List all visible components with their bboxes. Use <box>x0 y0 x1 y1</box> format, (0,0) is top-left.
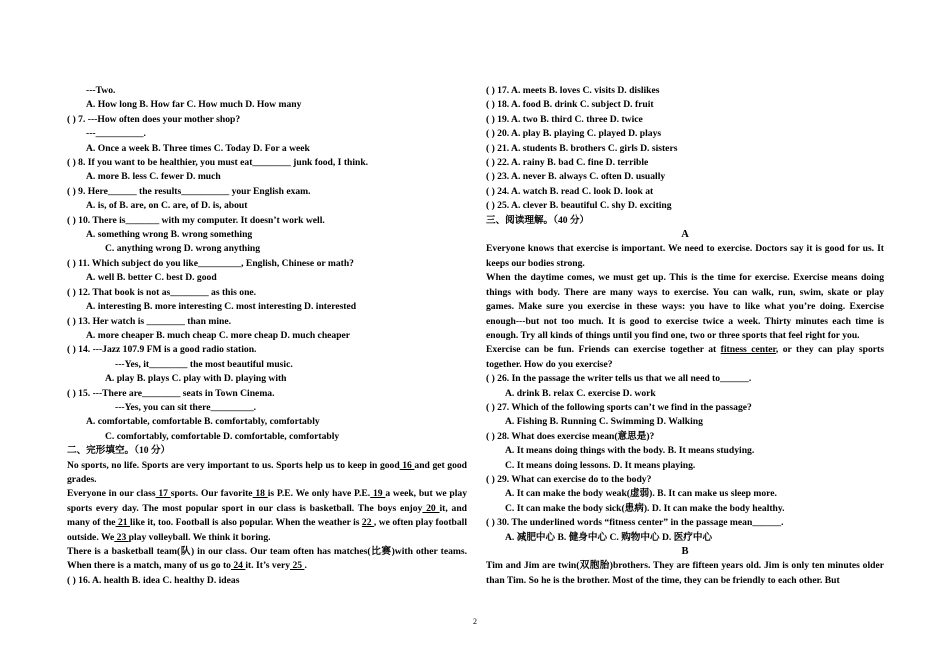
text-segment: like it, too. Football is also popular. When the weather is <box>129 517 362 529</box>
passage-paragraph <box>67 459 467 488</box>
blank-number: 22 <box>361 517 374 529</box>
left-line: C. anything wrong D. wrong anything <box>105 243 261 255</box>
right-line: ( ) 28. What does exercise mean(意思是)? <box>486 430 655 442</box>
left-line: A. How long B. How far C. How much D. How many <box>86 99 302 111</box>
left-line: 二、完形填空。（10 分） <box>67 445 171 457</box>
left-line: A. play B. plays C. play with D. playing with <box>105 373 287 385</box>
left-line: ( ) 8. If you want to be healthier, you must eat________ junk food, I think. <box>67 157 369 169</box>
text-segment: When the daytime comes, we must get up. This is the time for exercise. Exercise means doing things with body. There are many ways to exercise. You can walk, run, swim, skate or play games. Make sure you exercise in these ways: you have to like what you’re doing. Exercise enough---but not too much. It is good to exercise twice a week. Thirty minutes each time is enough. Try all kinds of things until you find one, two or three sports that feel right for you. <box>486 272 884 341</box>
text-segment: Everyone in our class <box>67 488 156 500</box>
left-line: ( ) 14. ---Jazz 107.9 FM is a good radio station. <box>67 344 257 356</box>
blank-number: 18 <box>252 488 268 500</box>
right-column <box>486 84 884 588</box>
left-line: ( ) 10. There is_______ with my computer. It doesn’t work well. <box>67 214 325 226</box>
section-heading: B <box>681 546 689 557</box>
blank-number: 25 <box>290 560 305 572</box>
blank-number: 23 <box>114 531 129 543</box>
right-line: ( ) 23. A. never B. always C. often D. usually <box>486 171 666 183</box>
left-line: A. comfortable, comfortable B. comfortably, comfortably <box>86 416 320 428</box>
right-line: A. It can make the body weak(虚弱). B. It can make us sleep more. <box>505 488 777 500</box>
right-line: C. It can make the body sick(患病). D. It can make the body healthy. <box>505 502 785 514</box>
blank-number: fitness center <box>720 344 776 356</box>
blank-number: 19 <box>370 488 386 500</box>
right-line: ( ) 19. A. two B. third C. three D. twice <box>486 113 643 125</box>
right-line: C. It means doing lessons. D. It means playing. <box>505 459 696 471</box>
text-segment: Everyone knows that exercise is important. We need to exercise. Doctors say it is good for us. It keeps our bodies strong. <box>486 243 884 269</box>
text-segment: No sports, no life. Sports are very important to us. Sports help us to keep in good <box>67 459 400 471</box>
text-segment: it, and many of the <box>67 502 467 529</box>
left-line: A. more B. less C. fewer D. much <box>86 171 221 183</box>
page-number: 2 <box>473 617 477 626</box>
section-heading: A <box>681 229 689 241</box>
text-segment: There is a basketball team(队) in our class. Our team often has matches(比赛)with other teams. When there is a match, many of us go to <box>67 546 467 572</box>
left-line: ---__________. <box>86 128 146 140</box>
right-line: ( ) 22. A. rainy B. bad C. fine D. terrible <box>486 157 649 169</box>
right-line: ( ) 29. What can exercise do to the body? <box>486 473 652 485</box>
right-line: A. It means doing things with the body. B. It means studying. <box>505 445 755 457</box>
left-line: ( ) 13. Her watch is ________ than mine. <box>67 315 231 327</box>
left-line: ( ) 11. Which subject do you like_________, English, Chinese or math? <box>67 257 354 269</box>
text-segment: it. It’s very <box>245 560 291 572</box>
right-line: 三、阅读理解。（40 分） <box>486 214 590 226</box>
left-column <box>67 84 467 588</box>
passage-paragraph <box>67 545 467 574</box>
text-segment: play volleyball. We think it boring. <box>128 531 271 543</box>
passage-paragraph <box>486 242 884 271</box>
text-segment: a week, but we play sports every day. The most popular sport in our class is basketball. The boys enjoy <box>67 488 468 514</box>
left-line: A. something wrong B. wrong something <box>86 229 253 241</box>
right-line: ( ) 20. A. play B. playing C. played D. plays <box>486 128 662 140</box>
right-line: ( ) 24. A. watch B. read C. look D. look at <box>486 185 654 197</box>
right-line: ( ) 30. The underlined words “fitness center” in the passage mean______. <box>486 517 784 529</box>
left-line: ( ) 16. A. health B. idea C. healthy D. ideas <box>67 574 240 586</box>
left-line: C. comfortably, comfortable D. comfortable, comfortably <box>105 430 340 442</box>
passage-paragraph <box>486 559 884 588</box>
left-line: ---Two. <box>86 85 116 96</box>
text-segment: is P.E. We only have P.E. <box>267 488 371 500</box>
right-line: ( ) 18. A. food B. drink C. subject D. fruit <box>486 99 654 111</box>
text-segment: and get good grades. <box>67 459 467 485</box>
text-segment: Exercise can be fun. Friends can exercise together at <box>486 344 721 356</box>
right-line: A. 减肥中心 B. 健身中心 C. 购物中心 D. 医疗中心 <box>505 531 713 543</box>
left-line: ( ) 12. That book is not as________ as this one. <box>67 286 257 298</box>
right-line: A. drink B. relax C. exercise D. work <box>505 387 656 399</box>
left-line: ( ) 9. Here______ the results__________ your English exam. <box>67 185 311 197</box>
left-line: A. well B. better C. best D. good <box>86 272 217 284</box>
right-line: ( ) 21. A. students B. brothers C. girls D. sisters <box>486 142 678 154</box>
text-segment: , or they can play sports together. How do you exercise? <box>486 344 884 370</box>
left-line: A. Once a week B. Three times C. Today D. For a week <box>86 142 310 154</box>
left-line: A. is, of B. are, on C. are, of D. is, about <box>86 200 248 212</box>
left-line: A. interesting B. more interesting C. most interesting D. interested <box>86 301 357 313</box>
left-line: ---Yes, it________ the most beautiful music. <box>115 358 293 370</box>
passage-paragraph <box>67 487 467 545</box>
left-line: ( ) 7. ---How often does your mother shop? <box>67 113 241 125</box>
text-segment: . <box>304 560 307 572</box>
left-line: ---Yes, you can sit there_________. <box>115 401 257 413</box>
text-segment: , we often play football outside. We <box>67 517 468 543</box>
right-line: ( ) 17. A. meets B. loves C. visits D. dislikes <box>486 85 660 96</box>
passage-paragraph <box>486 271 884 343</box>
text-segment: sports. Our favorite <box>170 488 253 500</box>
left-line: A. more cheaper B. much cheap C. more cheap D. much cheaper <box>86 329 351 341</box>
blank-number: 24 <box>230 560 246 572</box>
text-segment: Tim and Jim are twin(双胞胎)brothers. They are fifteen years old. Jim is only ten minutes older than Tim. So he is the brother. Most of the time, they can be friendly to each other. But <box>486 560 884 586</box>
left-line: ( ) 15. ---There are________ seats in Town Cinema. <box>67 387 275 399</box>
passage-paragraph <box>486 343 884 372</box>
right-line: ( ) 26. In the passage the writer tells us that we all need to______. <box>486 373 752 385</box>
blank-number: 21 <box>115 517 130 529</box>
blank-number: 20 <box>422 502 440 514</box>
right-line: ( ) 25. A. clever B. beautiful C. shy D. exciting <box>486 200 672 212</box>
right-line: ( ) 27. Which of the following sports can’t we find in the passage? <box>486 401 752 413</box>
right-line: A. Fishing B. Running C. Swimming D. Walking <box>505 416 703 428</box>
blank-number: 16 <box>399 459 415 471</box>
blank-number: 17 <box>155 488 171 500</box>
